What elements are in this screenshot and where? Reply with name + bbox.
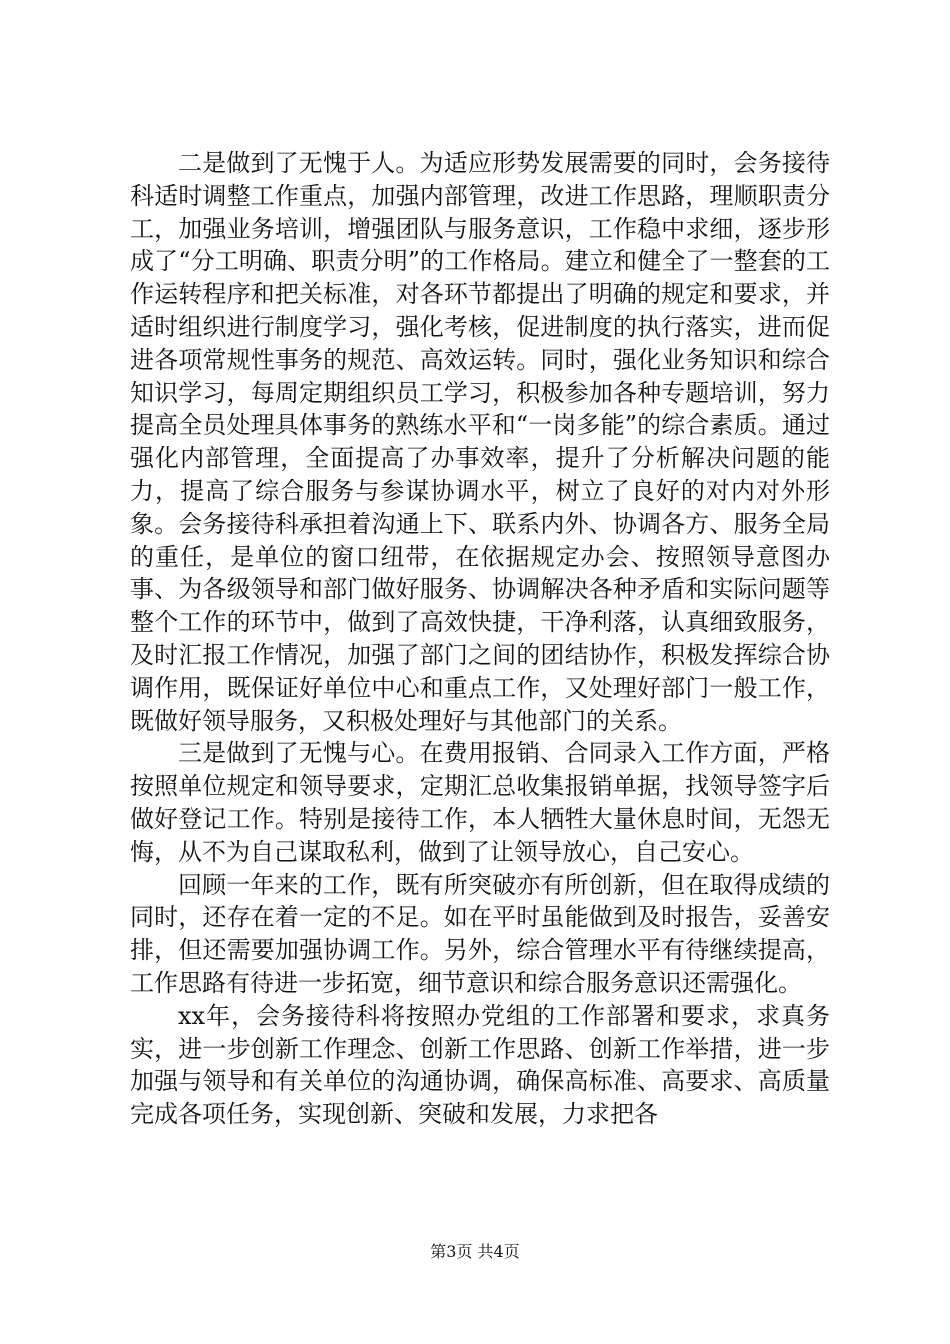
paragraph-4: xx年，会务接待科将按照办党组的工作部署和要求，求真务实，进一步创新工作理念、创新工作思路、创新工作举措，进一步加强与领导和有关单位的沟通协调，确保高标准、高要求、高质量完成各项任务，实现创新、突破和发展，力求把各 [130, 1001, 830, 1129]
page-footer: 第3页 共4页 [430, 1242, 520, 1261]
paragraph-1: 二是做到了无愧于人。为适应形势发展需要的同时，会务接待科适时调整工作重点，加强内部管理，改进工作思路，理顺职责分工，加强业务培训，增强团队与服务意识，工作稳中求细，逐步形成了“分工明确、职责分明”的工作格局。建立和健全了一整套的工作运转程序和把关标准，对各环节都提出了明确的规定和要求，并适时组织进行制度学习，强化考核，促进制度的执行落实，进而促进各项常规性事务的规范、高效运转。同时，强化业务知识和综合知识学习，每周定期组织员工学习，积极参加各种专题培训，努力提高全员处理具体事务的熟练水平和“一岗多能”的综合素质。通过强化内部管理，全面提高了办事效率，提升了分析解决问题的能力，提高了综合服务与参谋协调水平，树立了良好的对内对外形象。会务接待科承担着沟通上下、联系内外、协调各方、服务全局的重任，是单位的窗口纽带，在依据规定办会、按照领导意图办事、为各级领导和部门做好服务、协调解决各种矛盾和实际问题等整个工作的环节中，做到了高效快捷，干净利落，认真细致服务，及时汇报工作情况，加强了部门之间的团结协作，积极发挥综合协调作用，既保证好单位中心和重点工作，又处理好部门一般工作，既做好领导服务，又积极处理好与其他部门的关系。 [130, 149, 830, 735]
paragraph-3: 回顾一年来的工作，既有所突破亦有所创新，但在取得成绩的同时，还存在着一定的不足。如在平时虽能做到及时报告，妥善安排，但还需要加强协调工作。另外，综合管理水平有待继续提高，工作思路有待进一步拓宽，细节意识和综合服务意识还需强化。 [130, 870, 830, 997]
paragraph-2: 三是做到了无愧与心。在费用报销、合同录入工作方面，严格按照单位规定和领导要求，定期汇总收集报销单据，找领导签字后做好登记工作。特别是接待工作，本人牺牲大量休息时间，无怨无悔，从不为自己谋取私利，做到了让领导放心，自己安心。 [130, 739, 830, 866]
document-body [130, 147, 830, 1131]
